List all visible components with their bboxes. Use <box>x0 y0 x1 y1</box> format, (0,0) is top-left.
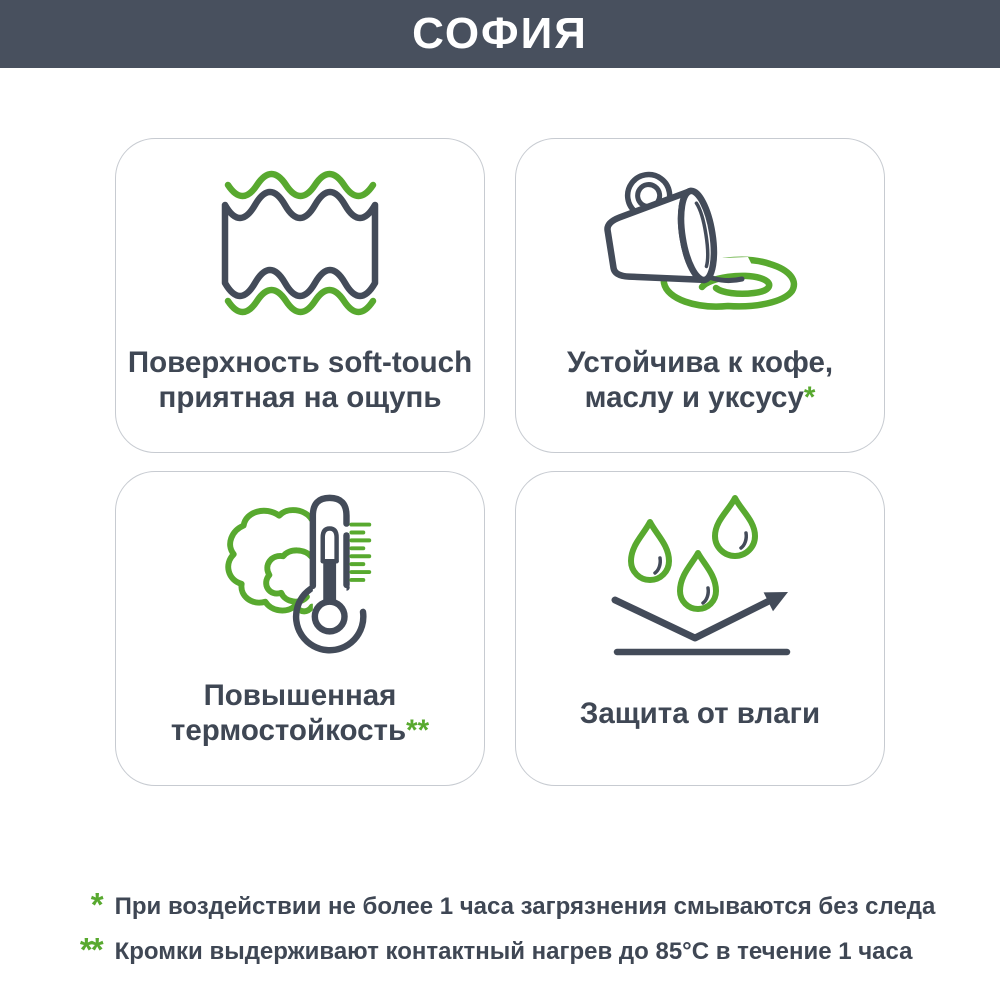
footnote-2 <box>65 931 936 968</box>
water-drops-bounce-icon <box>605 472 795 667</box>
soft-touch-waves-icon <box>221 139 379 334</box>
feature-line: маслу и уксусу* <box>584 381 816 414</box>
feature-line: Защита от влаги <box>579 696 821 730</box>
footnote-1 <box>65 886 936 923</box>
feature-card-text <box>171 667 429 759</box>
header-bar <box>0 0 1000 68</box>
feature-line: приятная на ощупь <box>158 381 442 414</box>
feature-card-text <box>128 334 472 426</box>
page-title: СОФИЯ <box>412 9 588 58</box>
feature-line: Устойчива к кофе, <box>566 346 834 379</box>
feature-card-text <box>580 667 820 759</box>
footnote-2-text: Кромки выдерживают контактный нагрев до 85°С в течение 1 часа <box>114 938 913 965</box>
footnotes <box>0 886 1000 982</box>
feature-line: Повышенная <box>203 679 397 712</box>
feature-card-soft-touch <box>115 138 485 453</box>
feature-card-text <box>567 334 833 426</box>
thermometer-steam-icon <box>220 472 380 667</box>
feature-line: термостойкость** <box>170 714 430 747</box>
spilling-cup-icon <box>598 139 803 334</box>
feature-card-heat-resistance <box>115 471 485 786</box>
feature-line: Поверхность soft-touch <box>127 346 473 379</box>
footnotes-block <box>65 886 936 982</box>
feature-card-stain-resistance <box>515 138 885 453</box>
footnote-1-text: При воздействии не более 1 часа загрязнения смываются без следа <box>114 893 936 920</box>
footnote-2-marker: ** <box>79 931 102 968</box>
feature-card-grid <box>115 138 885 786</box>
feature-card-moisture-protection <box>515 471 885 786</box>
footnote-1-marker: * <box>90 886 102 923</box>
